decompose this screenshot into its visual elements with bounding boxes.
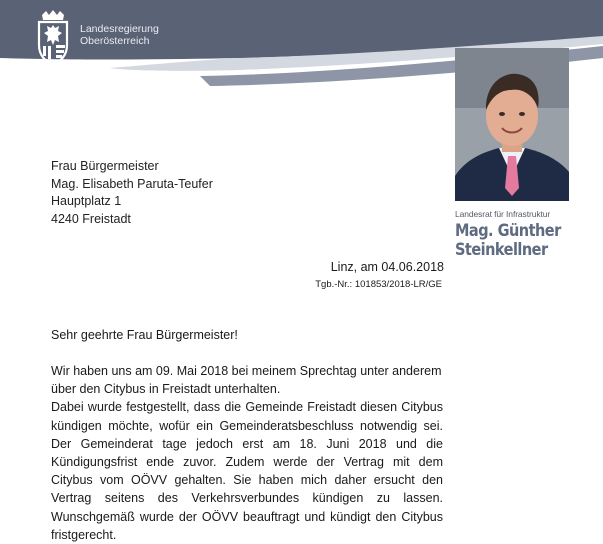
salutation: Sehr geehrte Frau Bürgermeister! xyxy=(51,328,238,342)
signatory-name-line2: Steinkellner xyxy=(455,240,548,259)
org-name-line2: Oberösterreich xyxy=(80,35,150,47)
recipient-address xyxy=(51,158,213,228)
organization-name xyxy=(80,23,159,47)
signatory-role: Landesrat für Infrastruktur xyxy=(455,209,551,219)
reference-number: Tgb.-Nr.: 101853/2018-LR/GE xyxy=(315,279,442,290)
portrait-photo xyxy=(455,48,569,201)
letter-body xyxy=(51,362,443,544)
signatory-block xyxy=(455,209,603,259)
recipient-line3: Hauptplatz 1 xyxy=(51,194,122,208)
paragraph-2: Dabei wurde festgestellt, dass die Gemeinde Freistadt diesen Citybus kündigen möchte, wofür ein Gemeinderatsbeschluss notwendig sei. Der Gemeinderat tage jedoch erst am 18. Juni 2018 und die Kündigungsfrist ende zuvor. Zudem werde der Vertrag mit dem Citybus vom OÖVV gehalten. Sie haben mich daher ersucht den Vertrag seitens des Verkehrsverbundes kündigen zu lassen. Wunschgemäß wurde der OÖVV beauftragt und kündigt den Citybus fristgerecht. xyxy=(51,400,443,542)
org-name-line1: Landesregierung xyxy=(80,23,159,35)
signatory-name-line1: Mag. Günther xyxy=(455,221,561,240)
paragraph-1: Wir haben uns am 09. Mai 2018 bei meinem Sprechtag unter anderem über den Citybus in Freistadt unterhalten. xyxy=(51,364,442,397)
signatory-name xyxy=(455,221,585,259)
recipient-line2: Mag. Elisabeth Paruta-Teufer xyxy=(51,176,213,191)
recipient-line4: 4240 Freistadt xyxy=(51,211,131,226)
place-date: Linz, am 04.06.2018 xyxy=(330,260,444,274)
coat-of-arms-logo-icon xyxy=(36,9,70,65)
recipient-line1: Frau Bürgermeister xyxy=(51,159,159,173)
